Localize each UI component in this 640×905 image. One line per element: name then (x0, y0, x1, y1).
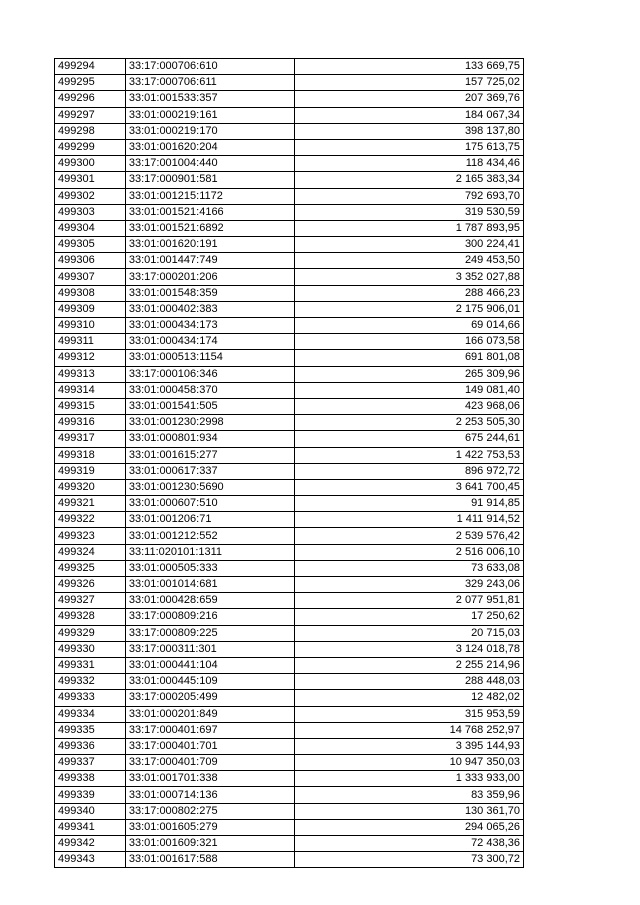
cadastral-value-cell: 1 787 893,95 (294, 220, 523, 236)
table-row (55, 803, 524, 819)
table-row (55, 609, 524, 625)
row-id-cell: 499303 (55, 204, 126, 220)
table-row (55, 139, 524, 155)
cadastral-number-cell: 33:17:000401:697 (125, 722, 294, 738)
table-row (55, 269, 524, 285)
cadastral-value-cell: 166 073,58 (294, 334, 523, 350)
table-row (55, 755, 524, 771)
table-row (55, 560, 524, 576)
table-row (55, 738, 524, 754)
table-row (55, 107, 524, 123)
cadastral-value-cell: 288 448,03 (294, 674, 523, 690)
table-row (55, 577, 524, 593)
cadastral-value-cell: 3 352 027,88 (294, 269, 523, 285)
row-id-cell: 499322 (55, 512, 126, 528)
cadastral-number-cell: 33:01:001014:681 (125, 577, 294, 593)
cadastral-number-cell: 33:01:000445:109 (125, 674, 294, 690)
table-row (55, 350, 524, 366)
cadastral-value-cell: 294 065,26 (294, 819, 523, 835)
table-row (55, 657, 524, 673)
cadastral-value-cell: 2 539 576,42 (294, 528, 523, 544)
cadastral-number-cell: 33:01:001620:191 (125, 237, 294, 253)
cadastral-number-cell: 33:17:000809:225 (125, 625, 294, 641)
cadastral-number-cell: 33:17:000106:346 (125, 366, 294, 382)
cadastral-number-cell: 33:01:000402:383 (125, 301, 294, 317)
cadastral-number-cell: 33:01:001615:277 (125, 447, 294, 463)
cadastral-number-cell: 33:01:000458:370 (125, 382, 294, 398)
cadastral-number-cell: 33:01:001230:5690 (125, 479, 294, 495)
cadastral-number-cell: 33:01:001548:359 (125, 285, 294, 301)
table-row (55, 512, 524, 528)
table-row (55, 285, 524, 301)
row-id-cell: 499299 (55, 139, 126, 155)
cadastral-value-cell: 1 411 914,52 (294, 512, 523, 528)
cadastral-value-cell: 175 613,75 (294, 139, 523, 155)
table-row (55, 722, 524, 738)
cadastral-value-cell: 69 014,66 (294, 318, 523, 334)
table-row (55, 318, 524, 334)
cadastral-number-cell: 33:17:000401:701 (125, 738, 294, 754)
cadastral-value-cell: 2 516 006,10 (294, 544, 523, 560)
cadastral-number-cell: 33:17:000802:275 (125, 803, 294, 819)
table-row (55, 447, 524, 463)
cadastral-value-cell: 2 253 505,30 (294, 415, 523, 431)
row-id-cell: 499341 (55, 819, 126, 835)
row-id-cell: 499310 (55, 318, 126, 334)
cadastral-value-cell: 20 715,03 (294, 625, 523, 641)
row-id-cell: 499337 (55, 755, 126, 771)
row-id-cell: 499323 (55, 528, 126, 544)
table-row (55, 690, 524, 706)
row-id-cell: 499308 (55, 285, 126, 301)
cadastral-value-cell: 14 768 252,97 (294, 722, 523, 738)
table-row (55, 188, 524, 204)
row-id-cell: 499306 (55, 253, 126, 269)
row-id-cell: 499319 (55, 463, 126, 479)
table-row (55, 59, 524, 75)
cadastral-number-cell: 33:01:000607:510 (125, 496, 294, 512)
cadastral-number-cell: 33:17:000401:709 (125, 755, 294, 771)
row-id-cell: 499333 (55, 690, 126, 706)
row-id-cell: 499307 (55, 269, 126, 285)
row-id-cell: 499324 (55, 544, 126, 560)
table-row (55, 75, 524, 91)
cadastral-number-cell: 33:17:000706:610 (125, 59, 294, 75)
cadastral-value-cell: 3 641 700,45 (294, 479, 523, 495)
cadastral-number-cell: 33:01:000505:333 (125, 560, 294, 576)
row-id-cell: 499320 (55, 479, 126, 495)
cadastral-number-cell: 33:01:001609:321 (125, 836, 294, 852)
cadastral-number-cell: 33:01:001701:338 (125, 771, 294, 787)
cadastral-value-cell: 12 482,02 (294, 690, 523, 706)
row-id-cell: 499343 (55, 852, 126, 868)
table-row (55, 787, 524, 803)
row-id-cell: 499339 (55, 787, 126, 803)
table-row (55, 204, 524, 220)
table-row (55, 706, 524, 722)
table-row (55, 415, 524, 431)
cadastral-value-cell: 91 914,85 (294, 496, 523, 512)
cadastral-number-cell: 33:01:001206:71 (125, 512, 294, 528)
cadastral-value-cell: 319 530,59 (294, 204, 523, 220)
row-id-cell: 499311 (55, 334, 126, 350)
row-id-cell: 499342 (55, 836, 126, 852)
cadastral-value-cell: 2 077 951,81 (294, 593, 523, 609)
row-id-cell: 499336 (55, 738, 126, 754)
row-id-cell: 499295 (55, 75, 126, 91)
cadastral-number-cell: 33:01:001215:1172 (125, 188, 294, 204)
table-row (55, 382, 524, 398)
table-row (55, 641, 524, 657)
cadastral-value-cell: 398 137,80 (294, 123, 523, 139)
cadastral-value-cell: 896 972,72 (294, 463, 523, 479)
cadastral-number-cell: 33:17:000311:301 (125, 641, 294, 657)
cadastral-value-cell: 149 081,40 (294, 382, 523, 398)
cadastral-number-cell: 33:17:000706:611 (125, 75, 294, 91)
cadastral-number-cell: 33:01:001521:6892 (125, 220, 294, 236)
cadastral-number-cell: 33:01:001605:279 (125, 819, 294, 835)
cadastral-number-cell: 33:01:001212:552 (125, 528, 294, 544)
cadastral-number-cell: 33:01:000434:174 (125, 334, 294, 350)
row-id-cell: 499309 (55, 301, 126, 317)
row-id-cell: 499325 (55, 560, 126, 576)
cadastral-number-cell: 33:11:020101:1311 (125, 544, 294, 560)
cadastral-number-cell: 33:17:001004:440 (125, 156, 294, 172)
cadastral-value-cell: 265 309,96 (294, 366, 523, 382)
table-row (55, 253, 524, 269)
cadastral-number-cell: 33:01:001230:2998 (125, 415, 294, 431)
cadastral-value-cell: 17 250,62 (294, 609, 523, 625)
row-id-cell: 499297 (55, 107, 126, 123)
table-row (55, 819, 524, 835)
cadastral-number-cell: 33:01:001447:749 (125, 253, 294, 269)
cadastral-value-cell: 73 300,72 (294, 852, 523, 868)
row-id-cell: 499304 (55, 220, 126, 236)
cadastral-number-cell: 33:01:000441:104 (125, 657, 294, 673)
table-row (55, 156, 524, 172)
row-id-cell: 499298 (55, 123, 126, 139)
cadastral-number-cell: 33:01:001620:204 (125, 139, 294, 155)
cadastral-number-cell: 33:01:001617:588 (125, 852, 294, 868)
table-row (55, 836, 524, 852)
row-id-cell: 499321 (55, 496, 126, 512)
row-id-cell: 499331 (55, 657, 126, 673)
table-row (55, 91, 524, 107)
row-id-cell: 499334 (55, 706, 126, 722)
row-id-cell: 499329 (55, 625, 126, 641)
cadastral-number-cell: 33:01:000801:934 (125, 431, 294, 447)
table-row (55, 123, 524, 139)
cadastral-value-cell: 1 333 933,00 (294, 771, 523, 787)
row-id-cell: 499302 (55, 188, 126, 204)
table-row (55, 463, 524, 479)
table-body (55, 59, 524, 868)
cadastral-number-cell: 33:01:000219:161 (125, 107, 294, 123)
cadastral-number-cell: 33:01:001521:4166 (125, 204, 294, 220)
cadastral-value-cell: 133 669,75 (294, 59, 523, 75)
row-id-cell: 499315 (55, 398, 126, 414)
row-id-cell: 499318 (55, 447, 126, 463)
cadastral-value-cell: 315 953,59 (294, 706, 523, 722)
table-row (55, 544, 524, 560)
row-id-cell: 499326 (55, 577, 126, 593)
cadastral-value-cell: 184 067,34 (294, 107, 523, 123)
row-id-cell: 499340 (55, 803, 126, 819)
cadastral-number-cell: 33:01:001541:505 (125, 398, 294, 414)
table-row (55, 431, 524, 447)
cadastral-value-cell: 157 725,02 (294, 75, 523, 91)
row-id-cell: 499332 (55, 674, 126, 690)
cadastral-value-cell: 1 422 753,53 (294, 447, 523, 463)
cadastral-number-cell: 33:17:000901:581 (125, 172, 294, 188)
cadastral-value-cell: 423 968,06 (294, 398, 523, 414)
cadastral-value-cell: 2 175 906,01 (294, 301, 523, 317)
cadastral-value-cell: 2 165 383,34 (294, 172, 523, 188)
cadastral-value-cell: 691 801,08 (294, 350, 523, 366)
cadastral-number-cell: 33:01:000201:849 (125, 706, 294, 722)
cadastral-value-cell: 73 633,08 (294, 560, 523, 576)
row-id-cell: 499296 (55, 91, 126, 107)
row-id-cell: 499327 (55, 593, 126, 609)
row-id-cell: 499294 (55, 59, 126, 75)
table-row (55, 528, 524, 544)
row-id-cell: 499313 (55, 366, 126, 382)
cadastral-value-cell: 72 438,36 (294, 836, 523, 852)
row-id-cell: 499314 (55, 382, 126, 398)
cadastral-value-cell: 3 395 144,93 (294, 738, 523, 754)
table-row (55, 852, 524, 868)
cadastral-value-cell: 329 243,06 (294, 577, 523, 593)
cadastral-number-cell: 33:01:000513:1154 (125, 350, 294, 366)
row-id-cell: 499328 (55, 609, 126, 625)
cadastral-value-table (54, 58, 524, 868)
row-id-cell: 499301 (55, 172, 126, 188)
table-row (55, 220, 524, 236)
cadastral-value-cell: 207 369,76 (294, 91, 523, 107)
row-id-cell: 499312 (55, 350, 126, 366)
cadastral-number-cell: 33:01:000714:136 (125, 787, 294, 803)
cadastral-number-cell: 33:01:000219:170 (125, 123, 294, 139)
table-row (55, 172, 524, 188)
table-row (55, 674, 524, 690)
cadastral-value-cell: 10 947 350,03 (294, 755, 523, 771)
cadastral-value-cell: 2 255 214,96 (294, 657, 523, 673)
row-id-cell: 499305 (55, 237, 126, 253)
row-id-cell: 499300 (55, 156, 126, 172)
cadastral-value-cell: 300 224,41 (294, 237, 523, 253)
row-id-cell: 499338 (55, 771, 126, 787)
table-row (55, 398, 524, 414)
cadastral-number-cell: 33:17:000205:499 (125, 690, 294, 706)
cadastral-number-cell: 33:01:000428:659 (125, 593, 294, 609)
cadastral-value-cell: 118 434,46 (294, 156, 523, 172)
cadastral-number-cell: 33:17:000201:206 (125, 269, 294, 285)
cadastral-number-cell: 33:01:001533:357 (125, 91, 294, 107)
cadastral-value-cell: 249 453,50 (294, 253, 523, 269)
table-row (55, 625, 524, 641)
row-id-cell: 499330 (55, 641, 126, 657)
cadastral-value-cell: 83 359,96 (294, 787, 523, 803)
table-row (55, 301, 524, 317)
table-row (55, 334, 524, 350)
cadastral-number-cell: 33:17:000809:216 (125, 609, 294, 625)
row-id-cell: 499317 (55, 431, 126, 447)
cadastral-number-cell: 33:01:000434:173 (125, 318, 294, 334)
cadastral-value-cell: 3 124 018,78 (294, 641, 523, 657)
table-row (55, 237, 524, 253)
table-row (55, 479, 524, 495)
row-id-cell: 499335 (55, 722, 126, 738)
cadastral-value-cell: 288 466,23 (294, 285, 523, 301)
table-row (55, 366, 524, 382)
table-row (55, 496, 524, 512)
cadastral-value-cell: 792 693,70 (294, 188, 523, 204)
row-id-cell: 499316 (55, 415, 126, 431)
cadastral-value-cell: 675 244,61 (294, 431, 523, 447)
cadastral-value-cell: 130 361,70 (294, 803, 523, 819)
table-row (55, 771, 524, 787)
table-row (55, 593, 524, 609)
cadastral-number-cell: 33:01:000617:337 (125, 463, 294, 479)
